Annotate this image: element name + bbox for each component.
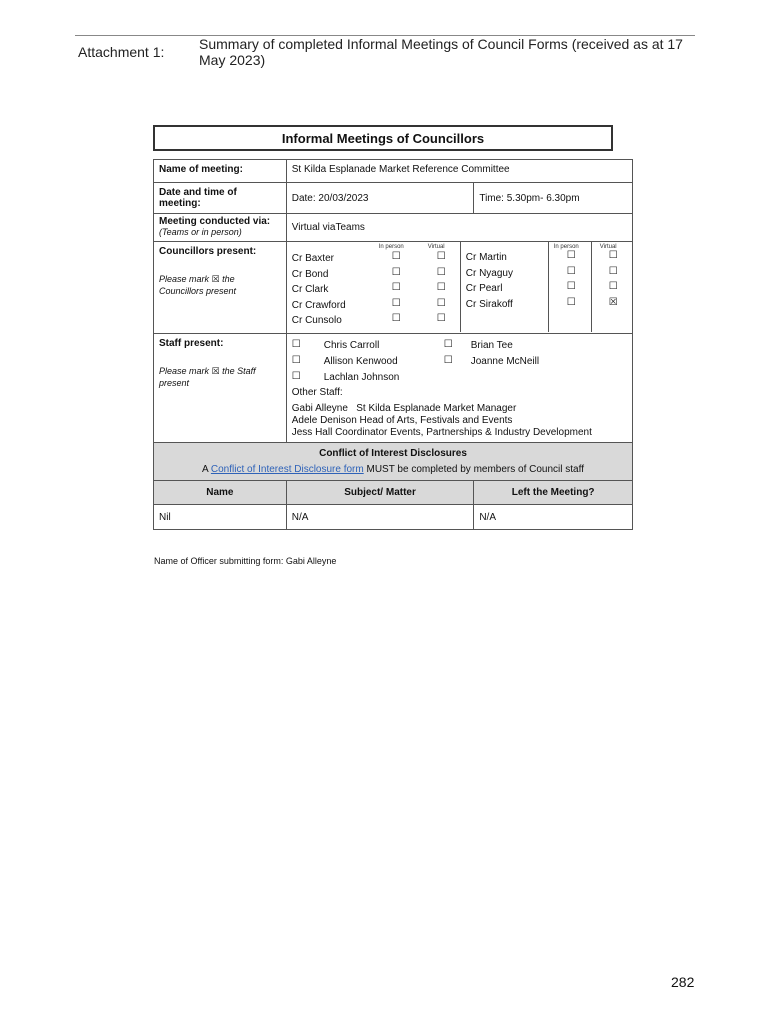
virtual-checkbox[interactable]: ☐ [436, 266, 446, 278]
conducted-row [154, 214, 633, 242]
staff-name: Chris Carroll [323, 339, 380, 351]
in-person-checkbox[interactable]: ☐ [391, 297, 401, 309]
grid-divider [548, 242, 549, 332]
other-staff-item: Jess Hall Coordinator Events, Partnerships & Industry Development [291, 427, 592, 438]
councillor-name: Cr Crawford [291, 299, 346, 311]
councillor-name: Cr Pearl [465, 283, 503, 294]
col-subject-header: Subject/ Matter [286, 481, 474, 505]
staff-row [154, 334, 633, 443]
conflict-form-link[interactable]: Conflict of Interest Disclosure form [210, 464, 364, 475]
disclosure-row [154, 505, 633, 530]
in-person-checkbox[interactable]: ☐ [391, 313, 401, 324]
staff-checkbox[interactable]: ☐ [291, 339, 301, 350]
conflict-suffix: MUST be completed by members of Council staff [363, 464, 584, 475]
councillor-name: Cr Nyaguy [465, 267, 513, 279]
councillor-name: Cr Martin [465, 252, 507, 263]
staff-list-row [292, 337, 627, 353]
conflict-prefix: A [201, 464, 211, 475]
officer-name: Name of Officer submitting form: Gabi Alleyne [154, 556, 337, 566]
disclosure-left: N/A [474, 505, 633, 530]
in-person-checkbox[interactable]: ☐ [391, 282, 401, 293]
col-left-header: Left the Meeting? [474, 481, 633, 505]
staff-label: Staff present: [159, 338, 224, 349]
disclosure-subject: N/A [286, 505, 474, 530]
in-person-checkbox[interactable]: ☐ [391, 266, 401, 278]
councillor-name: Cr Cunsolo [291, 315, 342, 326]
councillors-label: Councillors present: [159, 246, 257, 257]
other-staff-item: Adele Denison Head of Arts, Festivals and Events [291, 415, 513, 426]
in-person-checkbox[interactable]: ☐ [566, 296, 576, 308]
grid-divider [591, 242, 592, 332]
councillor-name: Cr Sirakoff [465, 298, 513, 310]
staff-checkbox[interactable]: ☐ [443, 339, 453, 350]
meeting-name-row [154, 160, 633, 183]
conflict-note [154, 464, 632, 475]
attachment-title: Summary of completed Informal Meetings of Council Forms (received as at 17 May 2023) [199, 36, 683, 68]
staff-name: Brian Tee [470, 339, 513, 351]
date-time-label: Date and time of meeting: [154, 183, 287, 214]
councillors-row [154, 242, 633, 334]
virtual-header: Virtual [599, 244, 617, 250]
virtual-checkbox[interactable]: ☐ [436, 251, 446, 262]
page-number: 282 [671, 974, 695, 990]
staff-hint: Please mark ☒ the Staff present [159, 366, 256, 388]
in-person-checkbox[interactable]: ☐ [391, 251, 401, 262]
in-person-checkbox[interactable]: ☐ [566, 265, 576, 277]
councillor-name: Cr Clark [291, 284, 329, 295]
staff-name: Joanne McNeill [470, 355, 540, 367]
in-person-header: In person [553, 244, 579, 250]
conflict-header-row [154, 443, 633, 481]
attachment-label: Attachment 1: [78, 44, 165, 60]
form-title: Informal Meetings of Councillors [153, 125, 613, 151]
in-person-checkbox[interactable]: ☐ [566, 281, 576, 292]
virtual-checkbox[interactable]: ☐ [436, 282, 446, 293]
meeting-name-value: St Kilda Esplanade Market Reference Committee [286, 160, 632, 183]
conducted-label: Meeting conducted via: [159, 216, 271, 227]
meeting-form-table [153, 159, 633, 530]
other-staff-list [292, 403, 627, 439]
councillors-hint: Please mark ☒ the Councillors present [159, 274, 237, 296]
other-staff-label: Other Staff: [291, 387, 343, 398]
col-name-header: Name [154, 481, 287, 505]
disclosure-header-row [154, 481, 633, 505]
virtual-checkbox[interactable]: ☐ [608, 281, 618, 292]
virtual-header: Virtual [427, 244, 445, 250]
staff-list-row [292, 369, 627, 385]
staff-name: Allison Kenwood [323, 355, 398, 367]
staff-checkbox[interactable]: ☐ [291, 355, 301, 366]
disclosure-name: Nil [154, 505, 287, 530]
staff-list-row [292, 353, 627, 369]
virtual-checkbox[interactable]: ☐ [436, 297, 446, 309]
staff-name: Lachlan Johnson [323, 371, 400, 383]
staff-checkbox[interactable]: ☐ [443, 355, 453, 366]
councillor-name: Cr Baxter [291, 253, 334, 264]
conducted-value: Virtual viaTeams [286, 214, 632, 242]
grid-divider [460, 242, 461, 332]
virtual-checkbox[interactable]: ☐ [436, 313, 446, 324]
councillor-grid [287, 242, 632, 332]
time-value: Time: 5.30pm- 6.30pm [474, 183, 633, 214]
virtual-checkbox[interactable]: ☐ [608, 250, 618, 261]
date-value: Date: 20/03/2023 [286, 183, 474, 214]
staff-checkbox[interactable]: ☐ [291, 371, 301, 382]
other-staff-item: Gabi Alleyne St Kilda Esplanade Market Manager [291, 403, 517, 414]
councillor-name: Cr Bond [291, 268, 329, 280]
staff-list [292, 337, 627, 385]
in-person-header: In person [378, 244, 404, 250]
virtual-checkbox[interactable]: ☒ [608, 296, 618, 308]
in-person-checkbox[interactable]: ☐ [566, 250, 576, 261]
date-time-row [154, 183, 633, 214]
virtual-checkbox[interactable]: ☐ [608, 265, 618, 277]
conflict-title: Conflict of Interest Disclosures [319, 448, 467, 459]
meeting-name-label: Name of meeting: [154, 160, 287, 183]
conducted-hint: (Teams or in person) [159, 227, 242, 237]
